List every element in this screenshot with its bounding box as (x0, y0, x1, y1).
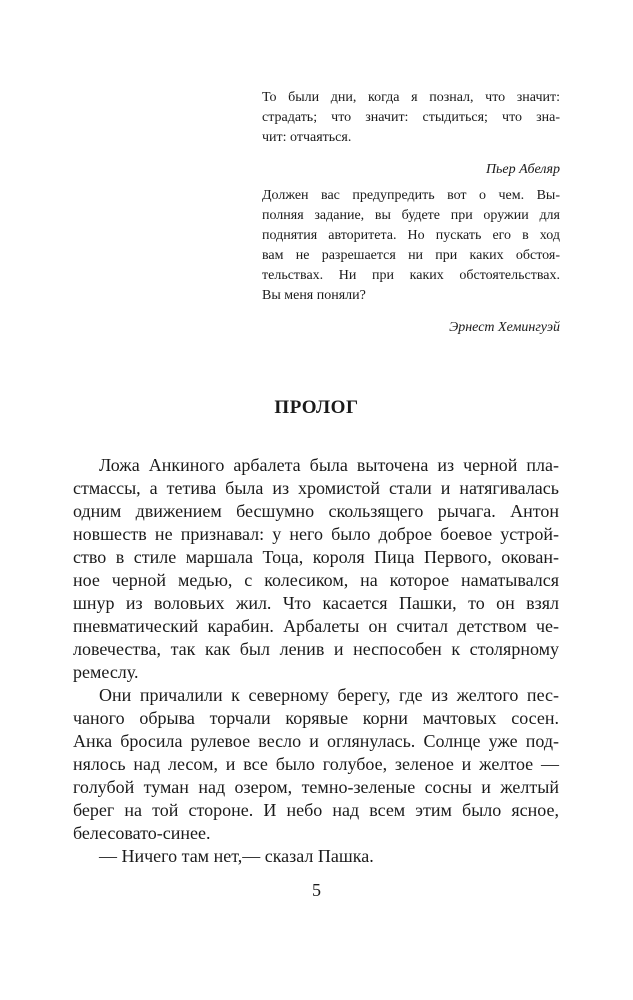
text-line: Они причалили к северному берегу, где из желтого пес- (99, 685, 559, 705)
chapter-heading: ПРОЛОГ (274, 397, 359, 418)
epigraph-line: Должен вас предупредить вот о чем. Вы- (262, 188, 560, 203)
text-line: ремеслу. (73, 662, 139, 682)
epigraph-line: страдать; что значит: стыдиться; что зна- (262, 110, 560, 125)
text-line: Ложа Анкиного арбалета была выточена из черной пла- (99, 455, 559, 475)
text-line: пневматический карабин. Арбалеты он считал детством че- (73, 616, 559, 636)
paragraph (73, 845, 559, 868)
text-line: — Ничего там нет,— сказал Пашка. (99, 846, 374, 866)
epigraph-line: То были дни, когда я познал, что значит: (262, 90, 560, 105)
epigraph-hemingway (262, 186, 560, 338)
epigraph-line: вам не разрешается ни при каких обстоя- (262, 248, 560, 263)
epigraph-line: тельствах. Ни при каких обстоятельствах. (262, 268, 560, 283)
paragraph (73, 454, 559, 684)
text-line: новшеств не признавал: у него было доброе боевое устрой- (73, 524, 559, 544)
text-line: одним движением бесшумно скользящего рычага. Антон (73, 501, 559, 521)
text-line: чаного обрыва торчали корявые корни мачтовых сосен. (73, 708, 559, 728)
epigraph-author: Пьер Абеляр (485, 162, 560, 177)
text-line: стмассы, а тетива была из хромистой стали и натягивалась (73, 478, 559, 498)
epigraph-abelard (262, 88, 560, 180)
text-line: нялось над лесом, и все было голубое, зеленое и желтое — (73, 754, 559, 774)
epigraph-author: Эрнест Хемингуэй (449, 320, 560, 335)
text-line: ловечества, так как был ленив и неспособен к столярному (73, 639, 559, 659)
epigraph-line: поднятия авторитета. Но пускать его в ход (262, 228, 560, 243)
text-line: ное черной медью, с колесиком, на которое наматывался (73, 570, 559, 590)
epigraph-line: Вы меня поняли? (262, 288, 366, 303)
epigraph-line: полняя задание, вы будете при оружии для (262, 208, 560, 223)
paragraph (73, 684, 559, 845)
text-line: голубой туман над озером, темно-зеленые сосны и желтый (73, 777, 559, 797)
text-line: ство в стиле маршала Тоца, короля Пица Первого, окован- (73, 547, 559, 567)
text-line: шнур из воловьих жил. Что касается Пашки, то он взял (73, 593, 559, 613)
epigraph-line: чит: отчаяться. (262, 130, 352, 145)
text-line: Анка бросила рулевое весло и оглянулась. Солнце уже под- (73, 731, 559, 751)
text-line: берег на той стороне. И небо над всем этим было ясное, (73, 800, 559, 820)
body-text (73, 454, 559, 868)
text-line: белесовато-синее. (73, 823, 211, 843)
page-number: 5 (312, 880, 321, 900)
